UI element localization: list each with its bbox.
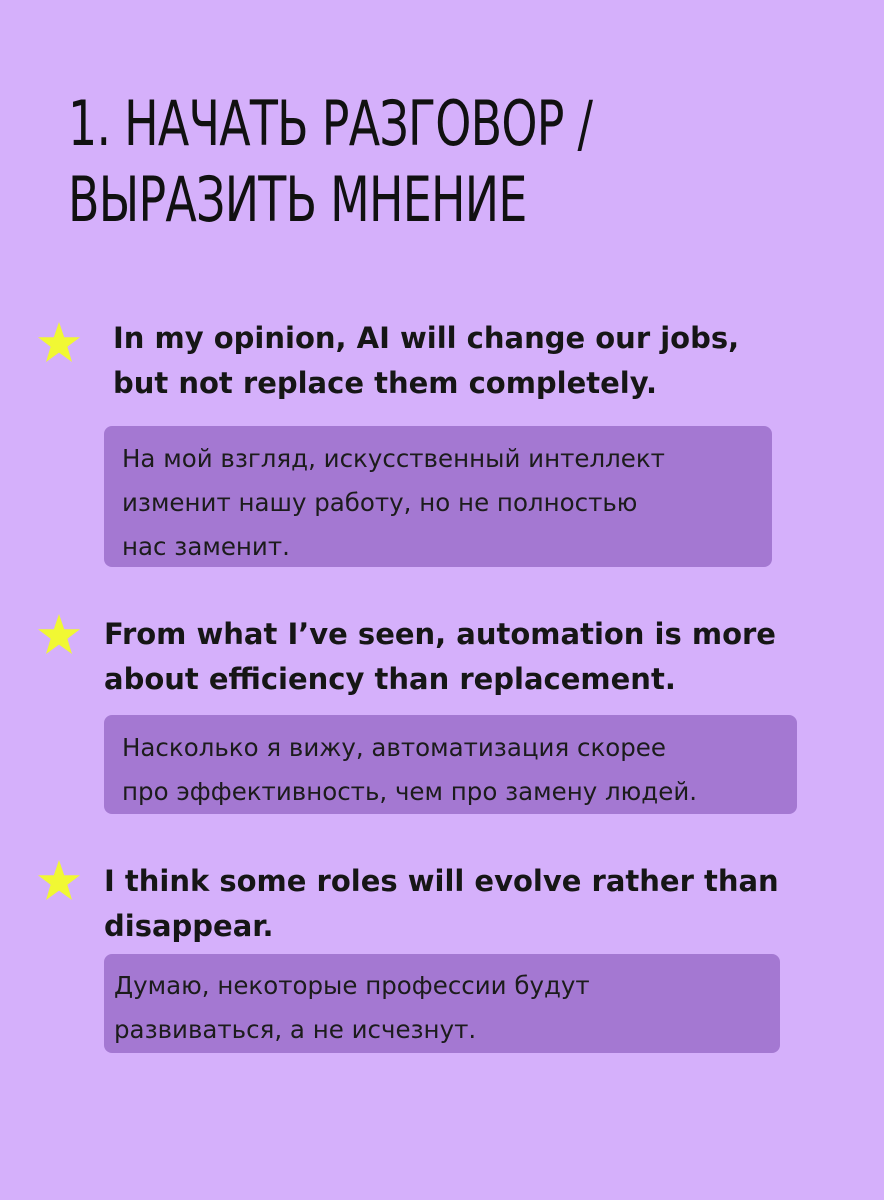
star-icon <box>36 320 82 366</box>
page-title-line-2: ВЫРАЗИТЬ МНЕНИЕ <box>68 163 527 236</box>
translation-box-2: Насколько я вижу, автоматизация скорее про эффективность, чем про замену людей. <box>104 715 797 814</box>
phrase-1: In my opinion, AI will change our jobs, but not replace them completely. <box>113 321 740 400</box>
phrase-3: I think some roles will evolve rather than disappear. <box>104 864 779 943</box>
phrase-2: From what I’ve seen, automation is more about efficiency than replacement. <box>104 617 776 696</box>
star-icon <box>36 858 82 904</box>
page-title <box>68 86 630 238</box>
translation-box-1: На мой взгляд, искусственный интеллект изменит нашу работу, но не полностью нас заменит. <box>104 426 772 567</box>
translation-box-3: Думаю, некоторые профессии будут развиваться, а не исчезнут. <box>104 954 780 1053</box>
page-title-line-1: 1. НАЧАТЬ РАЗГОВОР / <box>68 87 593 160</box>
star-icon <box>36 612 82 658</box>
